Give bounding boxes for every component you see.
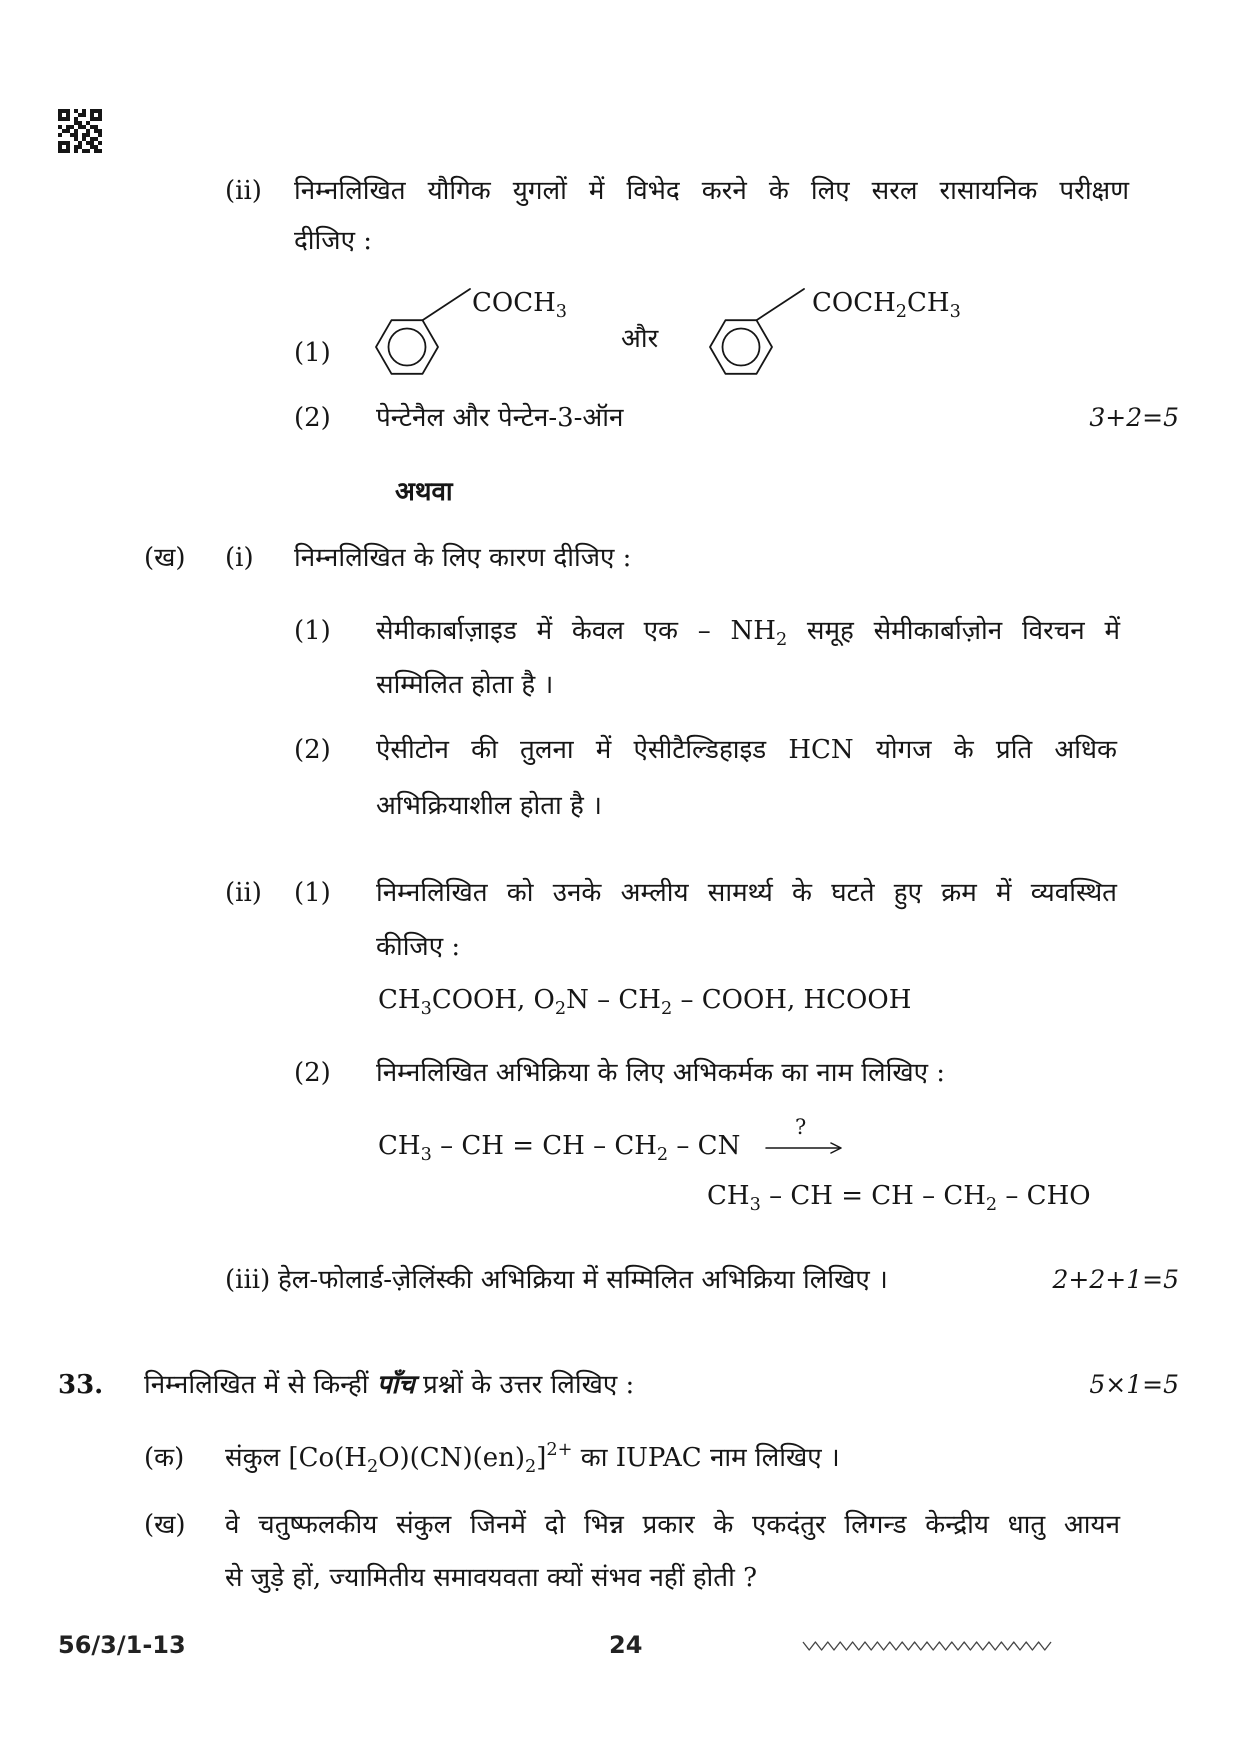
aromatic-circle	[389, 329, 426, 366]
option-label-ka: (क)	[144, 1443, 185, 1473]
question-stem: निम्नलिखित में से किन्हीं पाँच प्रश्नों के उत्तर लिखिए :	[144, 1370, 635, 1400]
subscript: 2	[525, 1457, 537, 1478]
question-text-line: निम्नलिखित यौगिक युगलों में विभेद करने के लिए सरल रासायनिक परीक्षण	[294, 176, 1129, 206]
page-number: 24	[609, 1631, 643, 1659]
reaction-arrow-icon	[766, 1136, 844, 1160]
qr-modules	[58, 109, 102, 153]
sub-question-label-ii: (ii)	[225, 176, 262, 206]
question-text-line: से जुड़े हों, ज्यामितीय समावयवता क्यों संभव नहीं होती ?	[225, 1563, 758, 1593]
question-text-line: ऐसीटोन की तुलना में ऐसीटैल्डिहाइड HCN योगज के प्रति अधिक	[376, 735, 1117, 765]
part-label-2: (2)	[294, 403, 331, 433]
substituent-group: $COCH_2CH_3$	[812, 288, 961, 323]
part-label-2: (2)	[294, 735, 331, 765]
reaction-reagent-unknown: ?	[795, 1115, 807, 1139]
subscript: 3	[420, 999, 432, 1020]
aromatic-circle	[723, 329, 760, 366]
option-label-kha: (ख)	[144, 543, 186, 573]
question-text-line: निम्नलिखित को उनके अम्लीय सामर्थ्य के घटते हुए क्रम में व्यवस्थित	[376, 878, 1117, 908]
subscript: 2	[775, 630, 788, 651]
emphasis-text: पाँच	[376, 1370, 415, 1400]
part-label-1: (1)	[294, 878, 331, 908]
marks-allocation: 5×1=5	[1089, 1370, 1179, 1399]
question-text-line: वे चतुष्फलकीय संकुल जिनमें दो भिन्न प्रकार के एकदंतुर लिगन्ड केन्द्रीय धातु आयन	[225, 1510, 1120, 1540]
part-label-1: (1)	[294, 616, 331, 646]
conjunction-and: और	[621, 324, 659, 354]
question-text-line: दीजिए :	[294, 226, 372, 256]
bond-line	[757, 289, 805, 320]
subscript: 2	[660, 999, 673, 1020]
part-label-2: (2)	[294, 1058, 331, 1088]
paper-code: 56/3/1-13	[58, 1631, 186, 1659]
reaction-reactant: $CH_3$ – CH = CH – $CH_2$ – CN	[378, 1131, 741, 1166]
superscript: 2+	[546, 1440, 573, 1461]
qr-code	[58, 109, 102, 153]
sub-question-label-i: (i)	[225, 543, 254, 573]
marks-allocation: 3+2=5	[1089, 403, 1179, 432]
benzene-ring-structure-acetophenone	[370, 277, 480, 377]
question-text-line: सम्मिलित होता है ।	[376, 670, 554, 700]
substituent-group: $COCH_3$	[472, 288, 568, 323]
benzene-ring-structure-propiophenone	[704, 277, 814, 377]
subscript: 3	[749, 1195, 761, 1216]
decorative-wavy-line	[803, 1640, 1055, 1652]
question-text-line: निम्नलिखित के लिए कारण दीजिए :	[294, 543, 632, 573]
question-text-line: कीजिए :	[376, 932, 461, 962]
question-text-line: निम्नलिखित अभिक्रिया के लिए अभिकर्मक का नाम लिखिए :	[376, 1058, 946, 1088]
acids-formula-list: $CH_3COOH$, $O_2N - CH_2$ – COOH, HCOOH	[378, 985, 912, 1020]
option-label-kha: (ख)	[144, 1510, 186, 1540]
or-separator: अथवा	[395, 477, 453, 507]
subscript: 2	[554, 999, 567, 1020]
question-text-line: संकुल $[Co(H_2O)(CN)(en)_2]^{2+}$ का IUPAC नाम लिखिए ।	[225, 1440, 840, 1478]
reaction-product: $CH_3$ – CH = CH – $CH_2$ – CHO	[707, 1181, 1091, 1216]
subscript: 3	[555, 302, 568, 323]
question-text-line: सेमीकार्बाज़ाइड में केवल एक – $NH_2$ समूह सेमीकार्बाज़ोन विरचन में	[376, 616, 1120, 651]
question-text-line: हेल-फोलार्ड-ज़ेलिंस्की अभिक्रिया में सम्मिलित अभिक्रिया लिखिए ।	[278, 1265, 888, 1295]
subscript: 3	[949, 302, 961, 323]
subscript: 2	[656, 1145, 669, 1166]
bond-line	[423, 289, 471, 320]
marks-allocation: 2+2+1=5	[1052, 1265, 1179, 1294]
compound-pair-text: पेन्टेनैल और पेन्टेन-3-ऑन	[376, 403, 624, 433]
part-label-1: (1)	[294, 338, 331, 368]
subscript: 2	[985, 1195, 998, 1216]
sub-question-label-ii: (ii)	[225, 878, 262, 908]
question-number: 33.	[58, 1370, 104, 1400]
sub-question-label-iii: (iii)	[225, 1265, 271, 1295]
subscript: 2	[366, 1457, 379, 1478]
subscript: 2	[895, 302, 908, 323]
subscript: 3	[420, 1145, 432, 1166]
question-text-line: अभिक्रियाशील होता है ।	[376, 791, 602, 821]
